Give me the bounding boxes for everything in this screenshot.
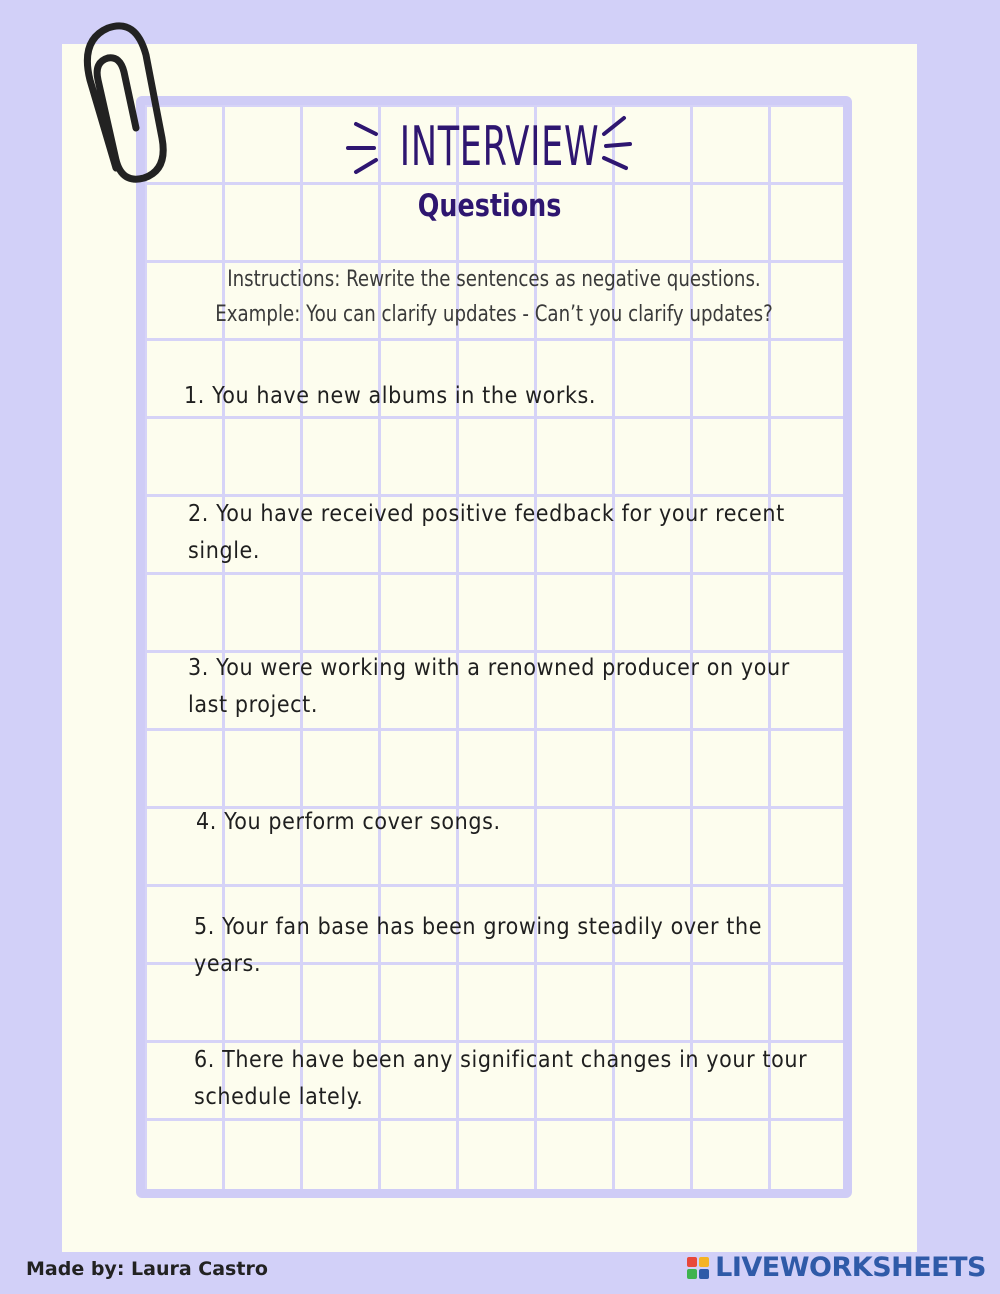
instructions-line: Instructions: Rewrite the sentences as negative questions.	[227, 267, 761, 292]
question-5: 5. Your fan base has been growing steadily over the years.	[194, 914, 763, 977]
brand-name: LIVEWORKSHEETS	[715, 1252, 986, 1283]
question-4: 4. You perform cover songs.	[196, 809, 501, 835]
page-subtitle: Questions	[418, 188, 562, 224]
question-2: 2. You have received positive feedback for your recent single.	[188, 501, 785, 564]
liveworksheets-logo[interactable]	[687, 1252, 986, 1283]
liveworksheets-logo-icon	[687, 1257, 709, 1279]
question-1: 1. You have new albums in the works.	[184, 383, 597, 409]
instructions	[136, 262, 852, 332]
author-credit: Made by: Laura Castro	[26, 1258, 268, 1280]
question-3: 3. You were working with a renowned producer on your last project.	[188, 655, 790, 718]
question-6: 6. There have been any significant changes in your tour schedule lately.	[194, 1047, 808, 1110]
example-line: Example: You can clarify updates - Can’t you clarify updates?	[215, 302, 773, 327]
page-title: INTERVIEW	[400, 115, 600, 178]
